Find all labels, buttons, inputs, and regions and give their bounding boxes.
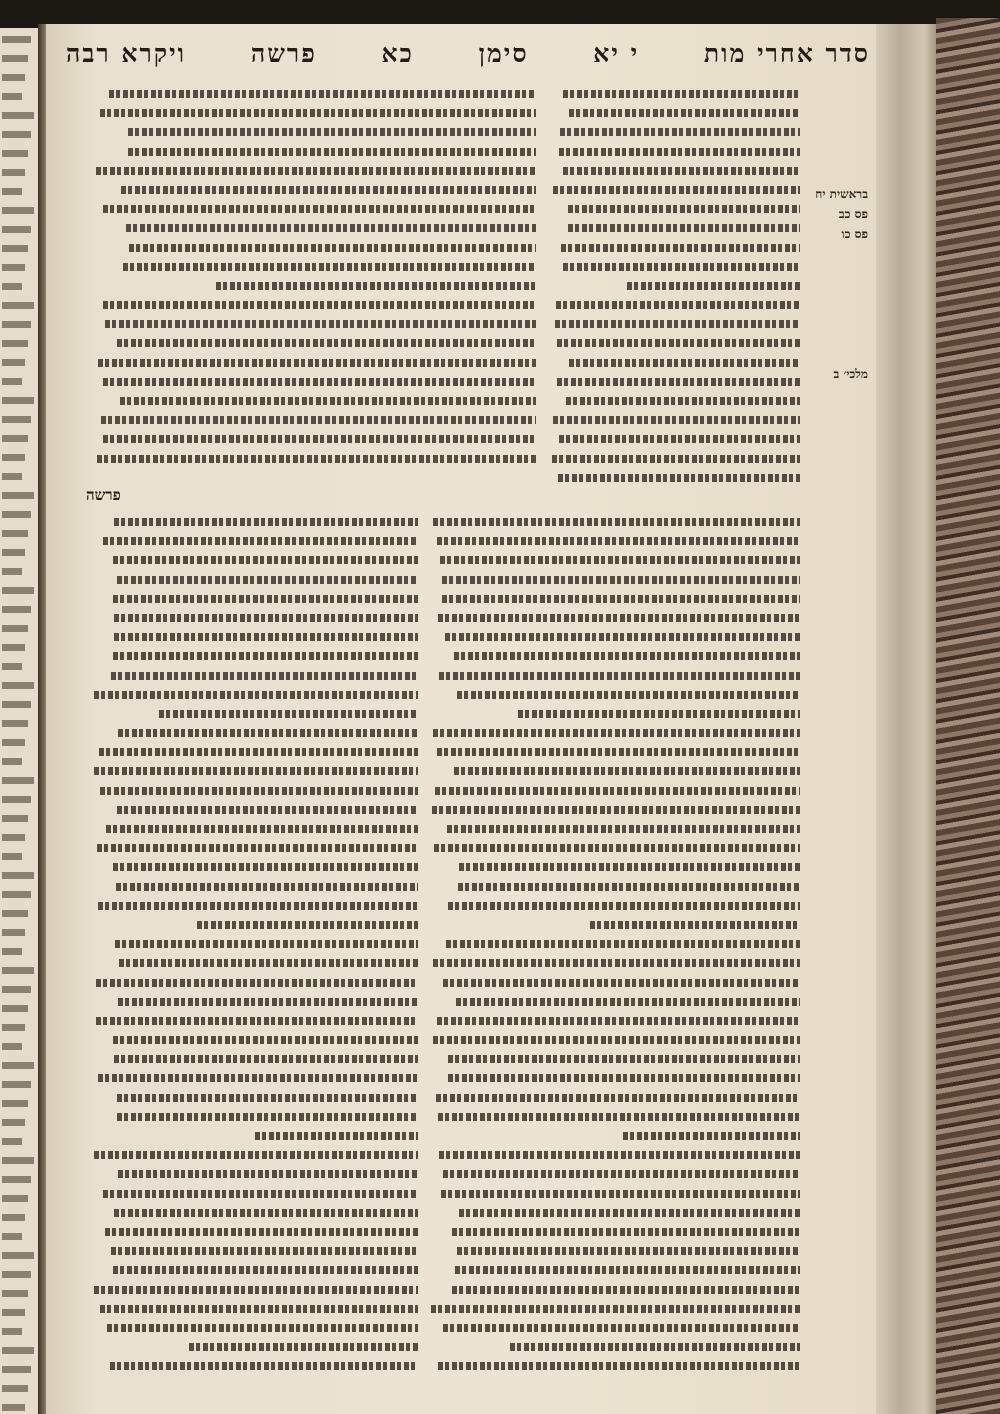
text-line [550,163,800,179]
header-book-title: ויקרא רבה [66,39,187,68]
text-line [93,1166,418,1182]
left-page-text-line [2,568,22,575]
text-line [93,1205,418,1221]
left-page-text-line [2,435,28,442]
commentary-column-right-lower [430,514,800,1384]
left-page-text-line [2,93,22,100]
text-line [550,86,800,102]
text-line [93,1128,418,1144]
left-page-text-line [2,1005,28,1012]
text-line [430,1205,800,1221]
left-page-text-line [2,625,28,632]
left-page-text-line [2,929,25,936]
text-line [550,278,800,294]
text-line [96,431,536,447]
text-line [96,240,536,256]
text-line [430,936,800,952]
text-line [93,1224,418,1240]
left-page-text-line [2,1271,31,1278]
text-line [93,744,418,760]
left-page-text-line [2,606,31,613]
text-line [550,182,800,198]
left-page-text-line [2,131,31,138]
text-line [430,514,800,530]
text-line [96,259,536,275]
text-line [430,591,800,607]
text-line [430,955,800,971]
text-line [550,393,800,409]
text-line [93,917,418,933]
text-line [93,802,418,818]
left-page-text-line [2,36,31,43]
text-line [430,1051,800,1067]
text-line [93,533,418,549]
left-page-text-line [2,1252,34,1259]
text-line [93,629,418,645]
text-line [93,514,418,530]
left-page-text-line [2,302,34,309]
text-line [430,552,800,568]
left-page-text-line [2,1100,28,1107]
text-line [430,763,800,779]
text-line [93,1282,418,1298]
left-page-text-line [2,644,25,651]
text-line [93,725,418,741]
text-line [93,840,418,856]
left-page-text-line [2,872,34,879]
text-line [430,533,800,549]
left-page-text-line [2,701,31,708]
text-line [93,898,418,914]
running-header [66,30,870,78]
text-line [93,610,418,626]
text-line [430,687,800,703]
left-page-text-line [2,530,28,537]
text-line [93,648,418,664]
text-line [550,355,800,371]
left-page-text-line [2,587,34,594]
text-line [93,1090,418,1106]
text-line [93,975,418,991]
left-page-text-line [2,948,22,955]
page-fore-edge [876,24,936,1414]
text-line [96,144,536,160]
text-line [96,124,536,140]
text-line [430,879,800,895]
text-line [93,879,418,895]
left-page-text-line [2,74,25,81]
text-line [430,610,800,626]
left-page-text-line [2,1062,34,1069]
left-page-text-line [2,1347,34,1354]
text-line [96,316,536,332]
left-page-text-line [2,511,31,518]
text-line [550,335,800,351]
text-line [96,163,536,179]
text-line [430,1282,800,1298]
text-line [430,840,800,856]
text-line [93,1070,418,1086]
margin-note: מלכי׳ ב [833,367,868,381]
marbled-book-edge [936,18,1000,1414]
text-line [430,898,800,914]
book-gutter [38,24,46,1414]
text-line [430,1147,800,1163]
left-page-text-line [2,454,25,461]
left-page-text-line [2,1043,22,1050]
text-line [550,431,800,447]
text-line [430,975,800,991]
left-page-text-line [2,1309,25,1316]
text-line [96,451,536,467]
text-line [93,1032,418,1048]
left-page-text-line [2,207,34,214]
text-line [550,374,800,390]
left-page-text-line [2,473,22,480]
left-page-text-line [2,416,31,423]
text-line [430,706,800,722]
left-page-text-line [2,321,31,328]
left-page-text-line [2,169,25,176]
margin-note: פס כו [841,227,868,241]
text-line [430,1320,800,1336]
text-line [430,1090,800,1106]
text-line [93,706,418,722]
text-line [430,744,800,760]
header-parsha-number: כא [381,39,414,68]
text-line [430,859,800,875]
text-line [430,1166,800,1182]
text-line [93,572,418,588]
text-line [93,552,418,568]
margin-note: פס כב [838,207,868,221]
left-page-text-line [2,1366,31,1373]
text-line [550,201,800,217]
left-page-text-line [2,1385,28,1392]
text-line [96,355,536,371]
text-line [93,763,418,779]
text-line [93,1243,418,1259]
text-line [430,668,800,684]
left-page-text-line [2,283,22,290]
text-line [96,297,536,313]
left-page-text-line [2,1328,22,1335]
text-line [93,821,418,837]
left-page-text-line [2,1138,22,1145]
text-line [430,1128,800,1144]
text-line [96,201,536,217]
text-line [550,144,800,160]
text-line [93,1358,418,1374]
text-line [430,1339,800,1355]
left-page-text-line [2,188,22,195]
text-line [430,802,800,818]
text-line [93,1109,418,1125]
text-line [430,994,800,1010]
left-page-text-line [2,834,25,841]
left-page-text-line [2,340,28,347]
text-line [550,259,800,275]
text-line [550,240,800,256]
left-page-text-line [2,55,28,62]
left-page-text-line [2,1233,22,1240]
text-line [93,1051,418,1067]
text-line [550,297,800,313]
header-siman-number: י יא [593,39,640,68]
left-page-text-line [2,378,22,385]
text-line [96,182,536,198]
text-line [96,335,536,351]
text-line [430,1224,800,1240]
text-line [93,1013,418,1029]
left-page-text-line [2,112,34,119]
left-page-text-line [2,1024,25,1031]
text-line [430,1186,800,1202]
left-page-text-line [2,777,34,784]
text-line [430,1358,800,1374]
text-line [93,668,418,684]
left-page-text-line [2,739,25,746]
left-page-text-line [2,492,34,499]
text-line [96,105,536,121]
commentary-column-left-lower [93,514,418,1384]
left-page-text-line [2,1195,28,1202]
text-line [93,994,418,1010]
text-line [96,220,536,236]
left-page-text-line [2,1157,34,1164]
left-page-text-line [2,1404,25,1411]
left-page-text-line [2,815,28,822]
right-page [46,24,876,1414]
text-line [93,1186,418,1202]
left-page-text-line [2,720,28,727]
left-page-text-line [2,986,31,993]
text-line [430,1243,800,1259]
left-page-text-line [2,967,34,974]
text-line [96,393,536,409]
text-line [430,783,800,799]
left-page-fragment [0,28,40,1414]
margin-notes [804,184,868,384]
left-page-text-line [2,663,22,670]
text-line [550,124,800,140]
left-page-text-line [2,226,31,233]
text-line [93,1301,418,1317]
text-line [93,955,418,971]
text-line [93,1262,418,1278]
text-line [430,1109,800,1125]
text-line [93,1147,418,1163]
section-label: פרשה [86,486,121,504]
left-page-text-line [2,150,28,157]
text-line [430,917,800,933]
text-line [430,1070,800,1086]
header-siman-word: סימן [478,39,529,68]
text-line [430,725,800,741]
text-line [430,1262,800,1278]
text-line [430,1013,800,1029]
text-line [96,278,536,294]
margin-note: בראשית יח [815,187,868,201]
left-page-text-line [2,1081,31,1088]
text-line [550,105,800,121]
text-line [550,470,800,486]
text-line [550,316,800,332]
left-page-text-line [2,264,25,271]
header-seder: סדר אחרי מות [703,39,870,68]
text-line [96,86,536,102]
text-line [93,859,418,875]
text-line [430,572,800,588]
left-page-text-line [2,1214,25,1221]
left-page-text-line [2,397,34,404]
left-page-text-line [2,245,28,252]
text-line [93,1339,418,1355]
text-line [430,1301,800,1317]
text-line [93,687,418,703]
commentary-column-right-upper [550,86,800,504]
left-page-text-line [2,891,31,898]
left-page-text-line [2,910,28,917]
text-line [430,629,800,645]
text-line [93,1320,418,1336]
text-line [430,1032,800,1048]
text-line [550,220,800,236]
left-page-text-line [2,549,25,556]
left-page-text-line [2,1176,31,1183]
text-line [550,412,800,428]
text-line [430,648,800,664]
left-page-text-line [2,359,25,366]
left-page-text-line [2,682,34,689]
text-line [93,936,418,952]
left-page-text-line [2,796,31,803]
text-line [96,412,536,428]
text-line [96,374,536,390]
commentary-column-left-upper [96,86,536,486]
left-page-text-line [2,758,22,765]
header-parsha-word: פרשה [250,39,317,68]
text-line [93,783,418,799]
text-line [430,821,800,837]
text-line [550,451,800,467]
left-page-text-line [2,1119,25,1126]
left-page-text-line [2,853,22,860]
left-page-text-line [2,1290,28,1297]
text-line [93,591,418,607]
